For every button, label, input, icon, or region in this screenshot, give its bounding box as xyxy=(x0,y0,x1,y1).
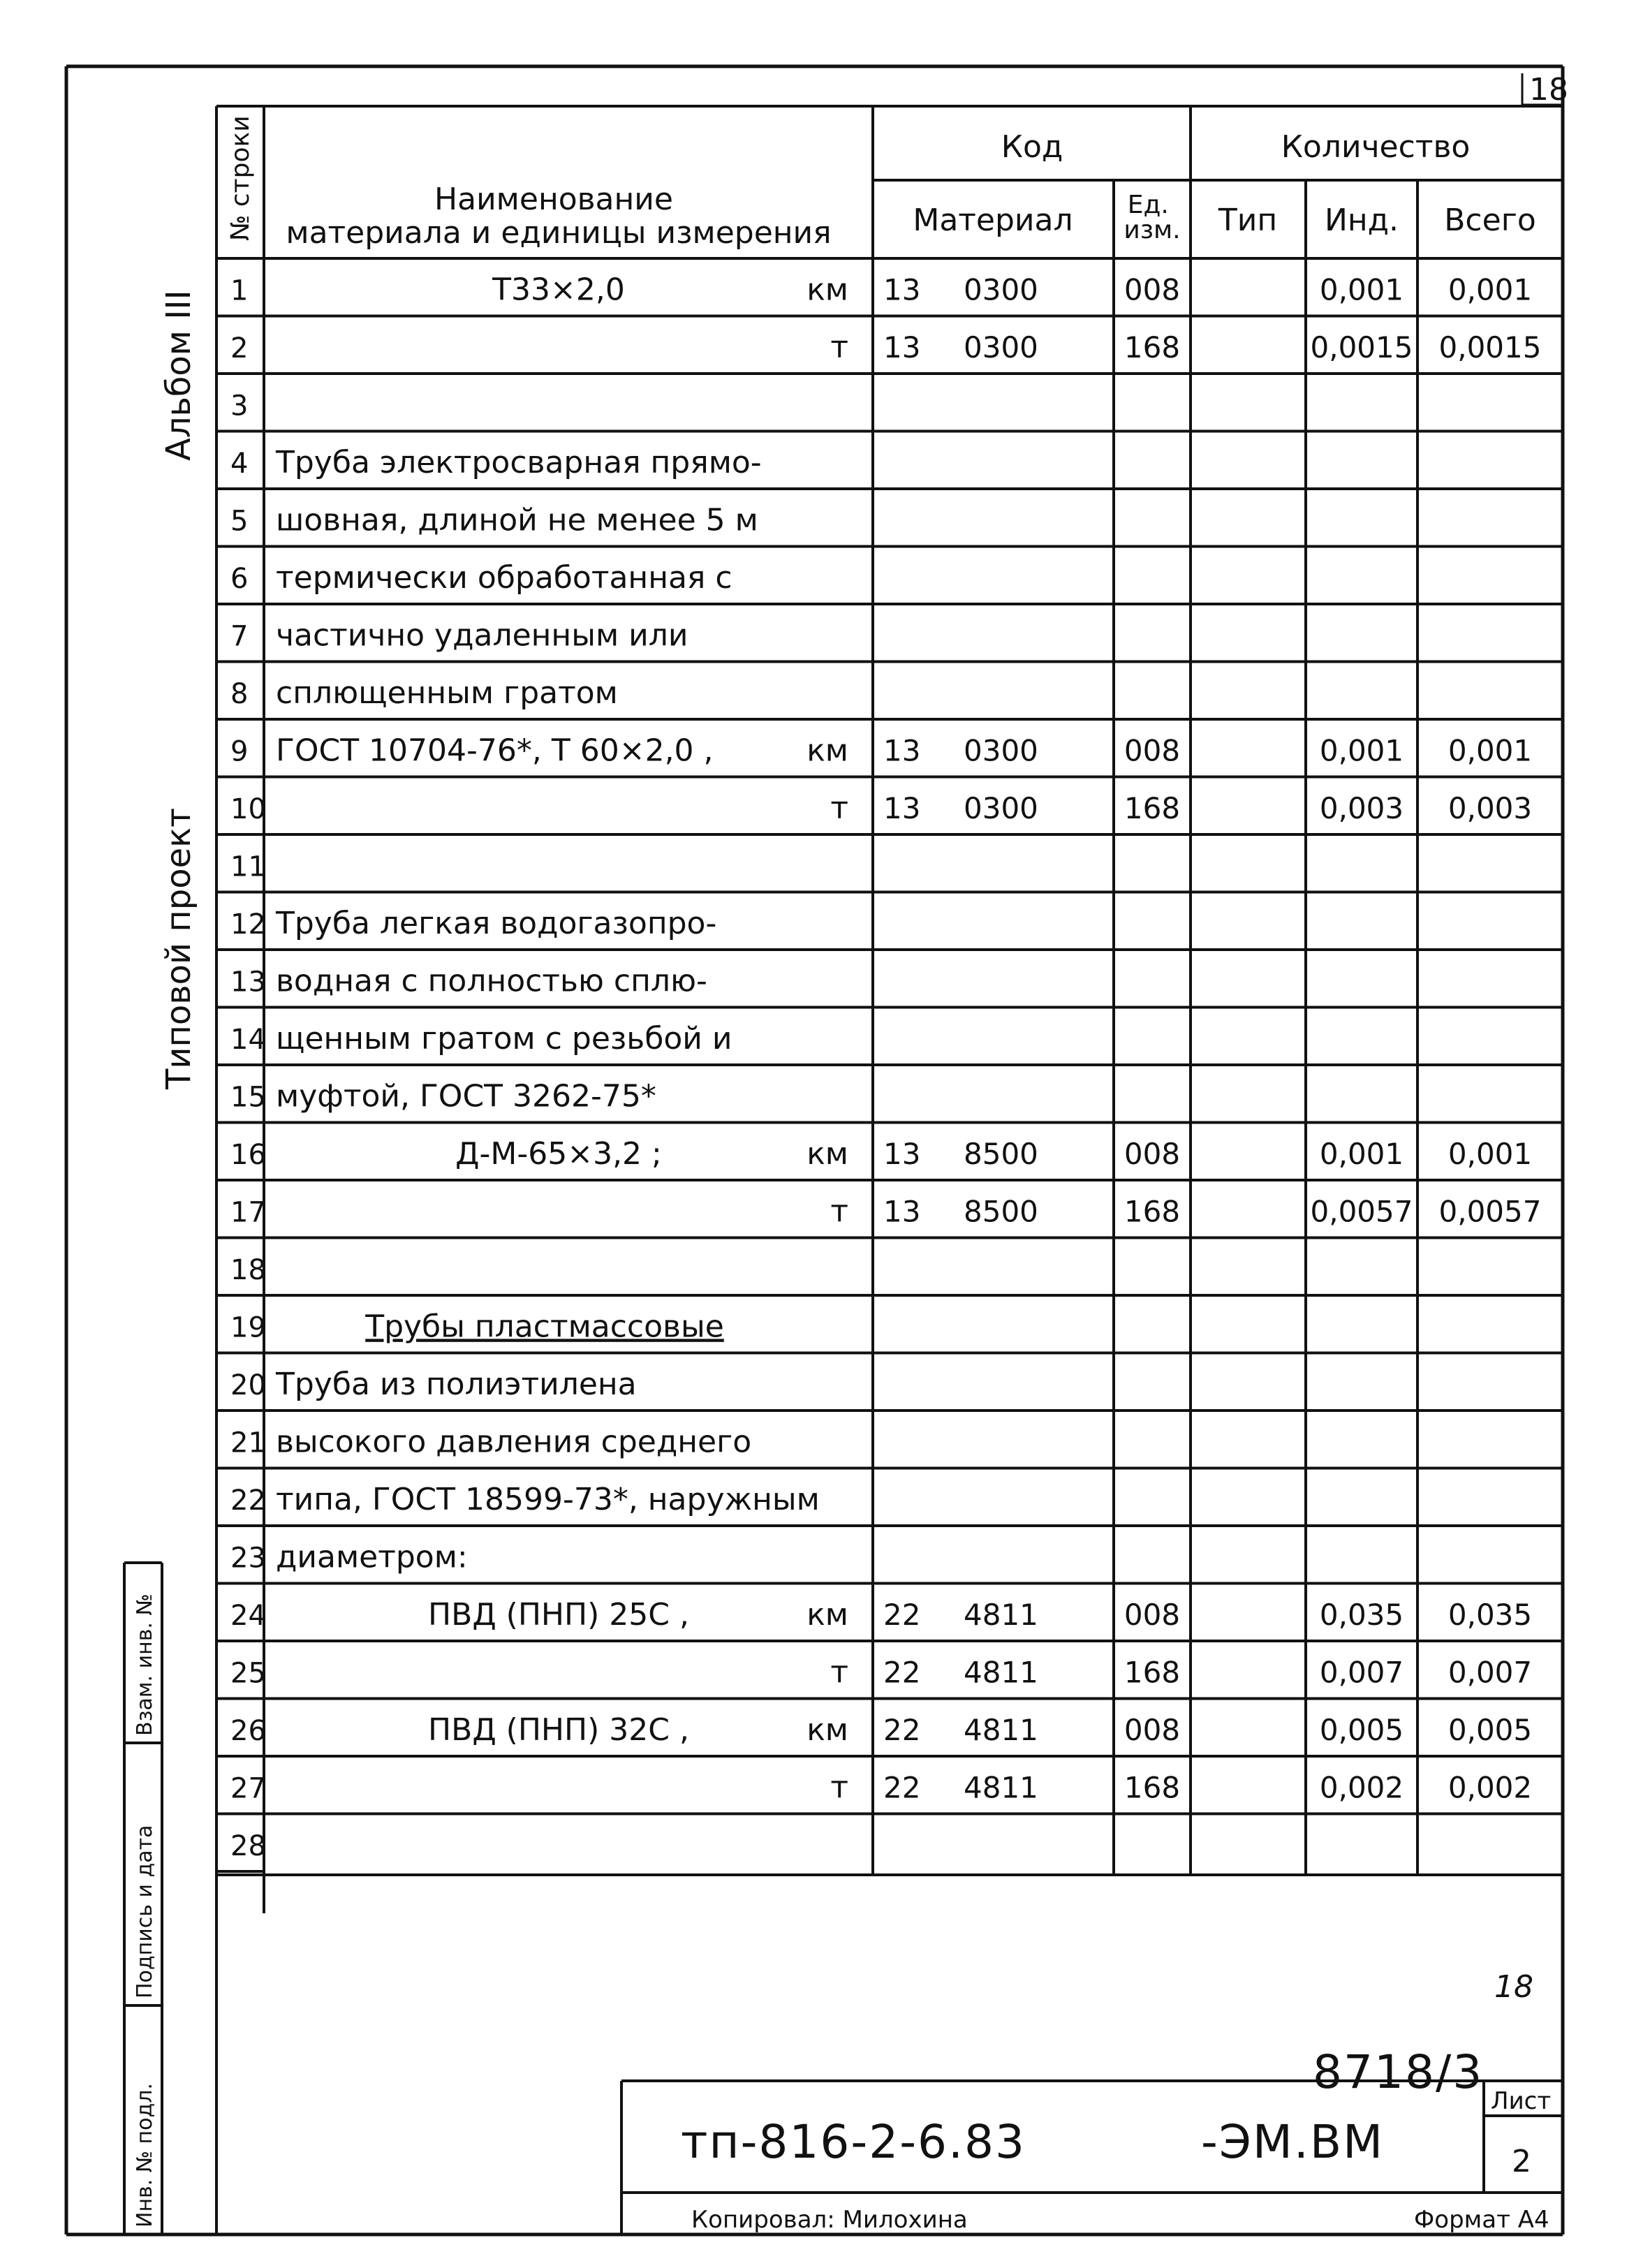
row-unit: т xyxy=(830,1654,848,1691)
row-name: ГОСТ 10704-76*, Т 60×2,0 , xyxy=(276,732,714,769)
row-qty-ind: 0,001 xyxy=(1319,733,1404,768)
row-name: щенным гратом с резьбой и xyxy=(276,1020,732,1056)
header-code-unit-line2: изм. xyxy=(1124,216,1181,244)
table-row xyxy=(230,390,248,422)
row-qty-total: 0,001 xyxy=(1448,733,1533,768)
row-qty-total: 0,001 xyxy=(1448,272,1533,307)
table-row xyxy=(230,1078,656,1114)
row-name: Т33×2,0 xyxy=(492,272,625,308)
row-material-code: 8500 xyxy=(964,1194,1038,1229)
row-name: муфтой, ГОСТ 3262-75* xyxy=(276,1078,656,1114)
table-row xyxy=(230,790,1532,826)
title-sheet-value: 2 xyxy=(1512,2144,1531,2179)
row-number: 5 xyxy=(230,505,249,538)
row-unit-code: 168 xyxy=(1124,790,1181,825)
row-unit-code: 168 xyxy=(1124,330,1181,364)
row-unit: т xyxy=(830,1193,848,1230)
handwritten-page-of: 18 xyxy=(1494,1969,1533,2005)
row-number: 15 xyxy=(230,1081,266,1114)
row-qty-total: 0,002 xyxy=(1448,1770,1533,1805)
row-qty-ind: 0,005 xyxy=(1319,1712,1404,1747)
row-material-code: 4811 xyxy=(964,1712,1038,1747)
row-name: диаметром: xyxy=(276,1539,468,1575)
row-number: 19 xyxy=(230,1311,266,1344)
row-material-group: 13 xyxy=(883,272,921,307)
header-name-line1: Наименование xyxy=(434,182,673,217)
table-row xyxy=(230,330,1541,365)
table-row xyxy=(230,675,618,711)
row-unit-code: 168 xyxy=(1124,1770,1181,1805)
row-unit-code: 008 xyxy=(1124,1597,1181,1632)
row-name: водная с полностью сплю- xyxy=(276,963,707,999)
row-material-group: 22 xyxy=(883,1712,921,1747)
row-number: 9 xyxy=(230,735,249,768)
row-name: частично удаленным или xyxy=(276,617,688,654)
row-qty-total: 0,007 xyxy=(1448,1655,1533,1690)
row-unit: км xyxy=(806,1596,848,1633)
table-row xyxy=(230,1193,1541,1229)
row-name: Д-М-65×3,2 ; xyxy=(455,1135,662,1172)
row-qty-ind: 0,007 xyxy=(1319,1655,1404,1690)
row-material-code: 0300 xyxy=(964,790,1038,825)
table-row xyxy=(230,560,732,596)
row-number: 28 xyxy=(230,1829,266,1862)
row-qty-ind: 0,001 xyxy=(1319,1136,1404,1171)
row-unit: т xyxy=(830,1769,848,1806)
header-qty-type: Тип xyxy=(1218,202,1278,238)
row-material-code: 4811 xyxy=(964,1770,1038,1805)
row-number: 14 xyxy=(230,1023,266,1056)
row-number: 27 xyxy=(230,1772,266,1805)
row-qty-ind: 0,002 xyxy=(1319,1770,1404,1805)
row-qty-total: 0,035 xyxy=(1448,1597,1533,1632)
row-name: высокого давления среднего xyxy=(276,1424,752,1460)
header-name xyxy=(286,182,831,251)
row-unit: км xyxy=(806,732,848,769)
row-number: 13 xyxy=(230,966,266,999)
row-material-group: 13 xyxy=(883,1136,921,1171)
row-number: 24 xyxy=(230,1599,266,1632)
row-unit-code: 168 xyxy=(1124,1194,1181,1229)
row-unit-code: 008 xyxy=(1124,733,1181,768)
row-number: 3 xyxy=(230,390,249,422)
row-number: 6 xyxy=(230,562,249,595)
table-row xyxy=(230,272,1532,307)
row-name: Трубы пластмассовые xyxy=(365,1309,724,1345)
header-quantity: Количество xyxy=(1281,129,1471,165)
row-number: 18 xyxy=(230,1253,266,1286)
row-unit: км xyxy=(806,272,848,308)
row-material-code: 4811 xyxy=(964,1655,1038,1690)
row-name: ПВД (ПНП) 25С , xyxy=(428,1596,689,1633)
row-name: Труба из полиэтилена xyxy=(276,1366,637,1402)
row-material-group: 13 xyxy=(883,1194,921,1229)
row-qty-ind: 0,0057 xyxy=(1310,1194,1413,1229)
header-name-line2: материала и единицы измерения xyxy=(286,215,832,251)
row-name: ПВД (ПНП) 32С , xyxy=(428,1711,689,1748)
header-qty-total: Всего xyxy=(1444,202,1536,238)
row-number: 8 xyxy=(230,677,249,710)
row-material-group: 13 xyxy=(883,790,921,825)
header-code-material: Материал xyxy=(913,202,1073,238)
table-row xyxy=(230,1254,266,1286)
header-row-no: № строки xyxy=(226,115,255,241)
row-qty-total: 0,003 xyxy=(1448,790,1533,825)
stamp-inv-podl: Инв. № подл. xyxy=(133,2083,157,2228)
row-unit: т xyxy=(830,790,848,826)
row-number: 4 xyxy=(230,447,249,480)
row-material-group: 22 xyxy=(883,1770,921,1805)
row-qty-ind: 0,001 xyxy=(1319,272,1404,307)
row-name: сплющенным гратом xyxy=(276,675,618,711)
table-row xyxy=(230,963,707,999)
table-row xyxy=(230,1309,724,1344)
row-material-group: 22 xyxy=(883,1655,921,1690)
title-suffix: -ЭМ.ВМ xyxy=(1201,2115,1385,2169)
table-row xyxy=(230,1712,1532,1748)
table-row xyxy=(230,1482,820,1517)
table-row xyxy=(230,1021,732,1056)
row-number: 25 xyxy=(230,1657,266,1690)
row-unit-code: 008 xyxy=(1124,1136,1181,1171)
row-unit-code: 008 xyxy=(1124,272,1181,307)
table-row xyxy=(230,906,716,941)
row-number: 26 xyxy=(230,1714,266,1747)
table-row xyxy=(230,1769,1532,1805)
row-material-code: 8500 xyxy=(964,1136,1038,1171)
table-row xyxy=(230,617,688,653)
sheet-number: 18 xyxy=(1529,72,1568,108)
row-unit: км xyxy=(806,1711,848,1748)
title-designation: тп-816-2-6.83 xyxy=(681,2115,1026,2169)
table-row xyxy=(230,1830,266,1862)
table-row xyxy=(230,850,266,883)
row-unit: т xyxy=(830,329,848,365)
table-row xyxy=(230,445,762,480)
header-code-unit xyxy=(1124,191,1180,244)
row-material-group: 13 xyxy=(883,330,921,364)
row-qty-ind: 0,003 xyxy=(1319,790,1404,825)
table-row xyxy=(230,1367,637,1402)
table-row xyxy=(230,1136,1532,1172)
table-row xyxy=(230,732,1532,768)
row-number: 23 xyxy=(230,1542,266,1575)
row-number: 1 xyxy=(230,274,249,307)
table-row xyxy=(230,1654,1532,1690)
row-unit-code: 168 xyxy=(1124,1655,1181,1690)
table-row xyxy=(230,1424,751,1459)
row-number: 20 xyxy=(230,1369,266,1401)
header-code-unit-line1: Ед. xyxy=(1127,191,1169,219)
row-name: Труба электросварная прямо- xyxy=(276,444,762,480)
row-qty-total: 0,001 xyxy=(1448,1136,1533,1171)
row-material-code: 0300 xyxy=(964,733,1038,768)
header-code: Код xyxy=(1001,129,1063,165)
row-name: шовная, длиной не менее 5 м xyxy=(276,502,758,538)
row-name: термически обработанная с xyxy=(276,559,732,596)
row-name: типа, ГОСТ 18599-73*, наружным xyxy=(276,1481,820,1517)
footer-format: Формат А4 xyxy=(1414,2206,1549,2234)
row-number: 2 xyxy=(230,332,249,364)
row-material-code: 4811 xyxy=(964,1597,1038,1632)
row-qty-total: 0,005 xyxy=(1448,1712,1533,1747)
table-row xyxy=(230,1597,1532,1633)
stamp-vzam-inv: Взам. инв. № xyxy=(133,1593,157,1736)
handwritten-inventory: 8718/3 xyxy=(1313,2045,1484,2099)
header-qty-ind: Инд. xyxy=(1324,202,1399,238)
row-qty-total: 0,0057 xyxy=(1438,1194,1542,1229)
row-number: 10 xyxy=(230,793,266,825)
row-number: 7 xyxy=(230,620,249,653)
row-qty-ind: 0,035 xyxy=(1319,1597,1404,1632)
table-row xyxy=(230,502,758,538)
table-body xyxy=(230,272,1541,1862)
row-unit: км xyxy=(806,1135,848,1172)
album-label: Альбом III xyxy=(159,290,198,461)
row-qty-total: 0,0015 xyxy=(1438,330,1542,364)
title-sheet-label: Лист xyxy=(1491,2087,1552,2115)
row-number: 11 xyxy=(230,850,266,883)
row-number: 17 xyxy=(230,1196,266,1229)
row-number: 12 xyxy=(230,908,266,941)
row-number: 16 xyxy=(230,1138,266,1171)
row-number: 22 xyxy=(230,1484,266,1517)
project-label: Типовой проект xyxy=(159,807,198,1089)
stamp-signature-date: Подпись и дата xyxy=(133,1825,157,1998)
row-material-group: 13 xyxy=(883,733,921,768)
row-qty-ind: 0,0015 xyxy=(1310,330,1413,364)
row-material-group: 22 xyxy=(883,1597,921,1632)
row-unit-code: 008 xyxy=(1124,1712,1181,1747)
row-material-code: 0300 xyxy=(964,272,1038,307)
footer-copied-by: Копировал: Милохина xyxy=(691,2206,968,2234)
row-number: 21 xyxy=(230,1427,266,1459)
row-name: Труба легкая водогазопро- xyxy=(276,905,717,941)
table-row xyxy=(230,1539,468,1575)
row-material-code: 0300 xyxy=(964,330,1038,364)
